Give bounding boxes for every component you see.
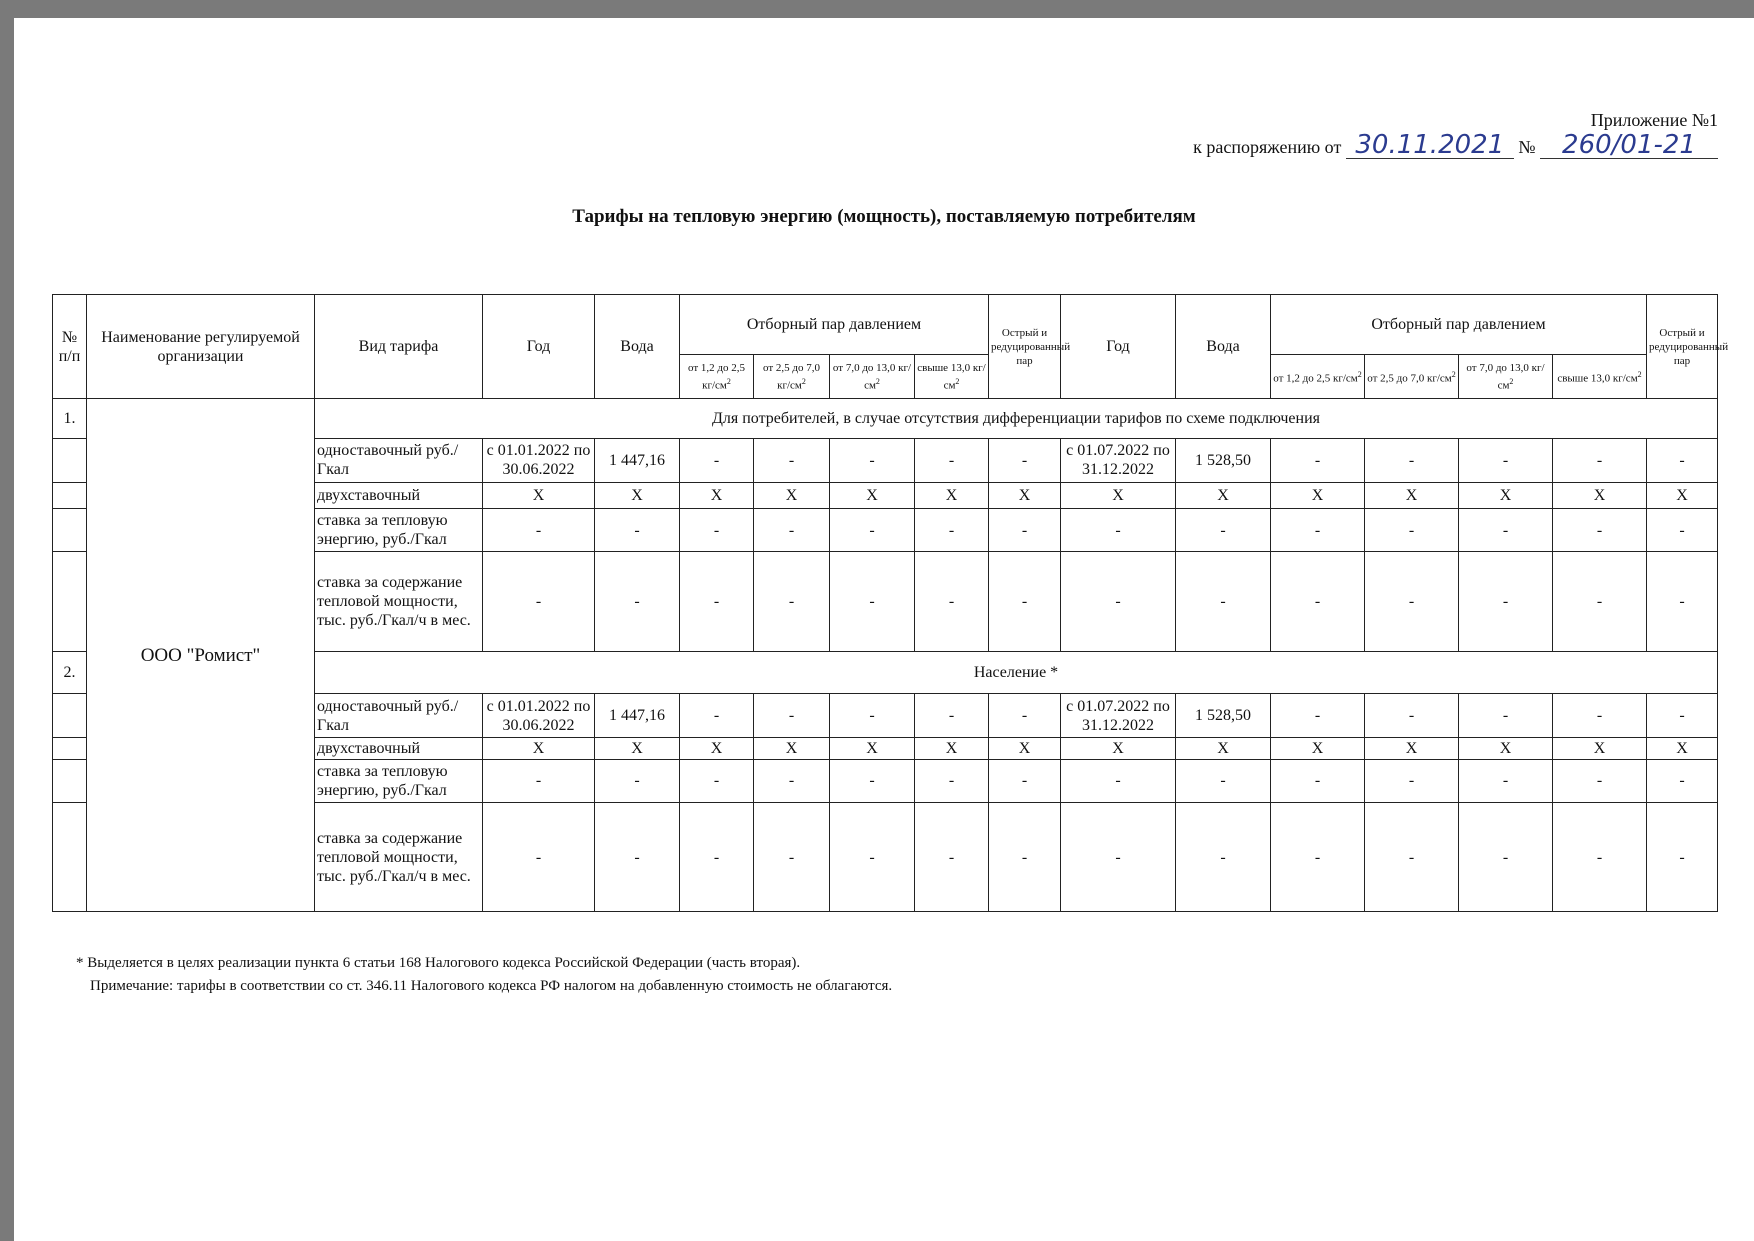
value-cell: -	[1365, 694, 1459, 737]
section-title: Для потребителей, в случае отсутствия дифференциации тарифов по схеме подключения	[315, 399, 1718, 439]
pressure-unit-exponent: 2	[1637, 369, 1642, 379]
value-cell: -	[754, 552, 830, 652]
value-cell: -	[680, 509, 754, 552]
value-cell: -	[1271, 694, 1365, 737]
value-cell: 1 528,50	[1176, 439, 1271, 482]
value-cell: Х	[595, 482, 680, 509]
value-cell: -	[1553, 552, 1647, 652]
pressure-unit-exponent: 2	[955, 376, 960, 386]
tariff-type-cell: ставка за тепловую энергию, руб./Гкал	[315, 509, 483, 552]
col-header-num: № п/п	[53, 295, 87, 399]
col-header-org: Наименование регулируемой организации	[87, 295, 315, 399]
footnote: * Выделяется в целях реализации пункта 6 статьи 168 Налогового кодекса Российской Федерации (часть вторая).	[76, 955, 801, 971]
value-cell: Х	[989, 482, 1061, 509]
value-cell: Х	[754, 482, 830, 509]
value-cell: Х	[1365, 737, 1459, 759]
row-number-cell	[53, 482, 87, 509]
notes	[76, 952, 892, 998]
remark: Примечание: тарифы в соответствии со ст. 346.11 Налогового кодекса РФ налогом на добавленную стоимость не облагаются.	[90, 978, 893, 994]
value-cell: -	[1459, 759, 1553, 802]
value-cell: -	[830, 509, 915, 552]
value-cell: -	[1459, 694, 1553, 737]
pressure-unit-exponent: 2	[726, 376, 731, 386]
section-number: 1.	[53, 399, 87, 439]
value-cell: -	[1459, 439, 1553, 482]
value-cell: -	[915, 509, 989, 552]
tariff-type-cell: одноставочный руб./Гкал	[315, 694, 483, 737]
col-header-pressure-1	[680, 354, 754, 398]
value-cell: -	[1365, 552, 1459, 652]
value-cell: -	[1647, 552, 1718, 652]
pressure-label: от 1,2 до 2,5 кг/см	[687, 361, 745, 392]
value-cell: -	[1176, 509, 1271, 552]
value-cell: Х	[1271, 482, 1365, 509]
value-cell: -	[1061, 552, 1176, 652]
value-cell: Х	[830, 737, 915, 759]
value-cell: с 01.07.2022 по 31.12.2022	[1061, 694, 1176, 737]
value-cell: Х	[1061, 482, 1176, 509]
value-cell: -	[1647, 694, 1718, 737]
value-cell: 1 447,16	[595, 694, 680, 737]
col-header-pressure-2-2	[1365, 354, 1459, 398]
section-number: 2.	[53, 652, 87, 694]
value-cell: Х	[1176, 482, 1271, 509]
pressure-unit-exponent: 2	[801, 376, 806, 386]
value-cell: Х	[915, 482, 989, 509]
value-cell: -	[680, 439, 754, 482]
value-cell: -	[754, 759, 830, 802]
pressure-unit-exponent: 2	[1451, 369, 1456, 379]
value-cell: Х	[483, 737, 595, 759]
col-header-sharp-steam: Острый и редуцированный пар	[989, 295, 1061, 399]
value-cell: -	[1553, 759, 1647, 802]
appendix-header	[1193, 110, 1718, 159]
col-header-pressure-1-2	[1271, 354, 1365, 398]
value-cell: -	[1271, 759, 1365, 802]
value-cell: -	[680, 694, 754, 737]
pressure-label: свыше 13,0 кг/см	[1557, 372, 1638, 385]
col-header-pressure-3-2	[1459, 354, 1553, 398]
value-cell: Х	[1647, 482, 1718, 509]
value-cell: -	[915, 803, 989, 912]
col-header-tariff-type: Вид тарифа	[315, 295, 483, 399]
col-header-year: Год	[483, 295, 595, 399]
pressure-label: от 2,5 до 7,0 кг/см	[762, 361, 820, 392]
value-cell: -	[989, 803, 1061, 912]
col-header-pressure-4-2	[1553, 354, 1647, 398]
value-cell: -	[915, 439, 989, 482]
value-cell: -	[1061, 803, 1176, 912]
tariff-type-cell: двухставочный	[315, 482, 483, 509]
value-cell: -	[1553, 803, 1647, 912]
row-number-cell	[53, 509, 87, 552]
tariff-type-cell: одноставочный руб./Гкал	[315, 439, 483, 482]
value-cell: -	[989, 694, 1061, 737]
value-cell: Х	[1553, 482, 1647, 509]
col-header-pressure-3	[830, 354, 915, 398]
col-header-water: Вода	[595, 295, 680, 399]
value-cell: Х	[1271, 737, 1365, 759]
pressure-unit-exponent: 2	[1357, 369, 1362, 379]
header-row	[53, 295, 1718, 355]
value-cell: -	[989, 509, 1061, 552]
value-cell: -	[830, 759, 915, 802]
value-cell: -	[1553, 509, 1647, 552]
value-cell: -	[1176, 759, 1271, 802]
value-cell: -	[483, 759, 595, 802]
value-cell: -	[754, 694, 830, 737]
value-cell: -	[989, 552, 1061, 652]
value-cell: -	[830, 552, 915, 652]
value-cell: -	[1365, 439, 1459, 482]
value-cell: -	[1271, 803, 1365, 912]
section-row	[53, 399, 1718, 439]
value-cell: -	[1647, 803, 1718, 912]
value-cell: -	[680, 759, 754, 802]
value-cell: 1 528,50	[1176, 694, 1271, 737]
value-cell: Х	[989, 737, 1061, 759]
order-date-handwritten: 30.11.2021	[1346, 132, 1514, 159]
appendix-title: Приложение №1	[1590, 110, 1718, 130]
value-cell: -	[1271, 439, 1365, 482]
document-page	[14, 18, 1754, 1241]
row-number-cell	[53, 737, 87, 759]
value-cell: -	[989, 759, 1061, 802]
value-cell: Х	[915, 737, 989, 759]
value-cell: с 01.07.2022 по 31.12.2022	[1061, 439, 1176, 482]
row-number-cell	[53, 694, 87, 737]
value-cell: -	[595, 803, 680, 912]
value-cell: Х	[754, 737, 830, 759]
pressure-label: от 7,0 до 13,0 кг/см	[832, 361, 912, 392]
tariff-type-cell: ставка за тепловую энергию, руб./Гкал	[315, 759, 483, 802]
pressure-label: от 1,2 до 2,5 кг/см	[1273, 372, 1358, 385]
col-header-steam-2: Отборный пар давлением	[1271, 295, 1647, 355]
value-cell: -	[1459, 552, 1553, 652]
value-cell: -	[680, 803, 754, 912]
value-cell: -	[1459, 803, 1553, 912]
value-cell: -	[483, 552, 595, 652]
pressure-label: свыше 13,0 кг/см	[917, 361, 986, 392]
value-cell: -	[595, 509, 680, 552]
value-cell: -	[915, 552, 989, 652]
value-cell: -	[1176, 552, 1271, 652]
value-cell: -	[1647, 759, 1718, 802]
value-cell: с 01.01.2022 по 30.06.2022	[483, 439, 595, 482]
value-cell: Х	[1647, 737, 1718, 759]
value-cell: -	[483, 803, 595, 912]
value-cell: Х	[680, 737, 754, 759]
document-title: Тарифы на тепловую энергию (мощность), поставляемую потребителям	[572, 206, 1196, 227]
col-header-year-2: Год	[1061, 295, 1176, 399]
row-number-cell	[53, 759, 87, 802]
value-cell: Х	[1061, 737, 1176, 759]
col-header-pressure-4	[915, 354, 989, 398]
section-title: Население *	[315, 652, 1718, 694]
col-header-water-2: Вода	[1176, 295, 1271, 399]
value-cell: -	[1061, 509, 1176, 552]
tariff-type-cell: ставка за содержание тепловой мощности, тыс. руб./Гкал/ч в мес.	[315, 803, 483, 912]
value-cell: -	[830, 694, 915, 737]
value-cell: -	[595, 759, 680, 802]
value-cell: -	[1271, 509, 1365, 552]
value-cell: Х	[1176, 737, 1271, 759]
value-cell: Х	[483, 482, 595, 509]
organization-name: ООО "Ромист"	[87, 399, 315, 912]
value-cell: -	[754, 803, 830, 912]
value-cell: -	[1553, 694, 1647, 737]
tariff-table	[52, 294, 1729, 912]
order-number-handwritten: 260/01-21	[1540, 132, 1718, 159]
value-cell: Х	[595, 737, 680, 759]
number-sign: №	[1518, 137, 1536, 157]
value-cell: -	[1459, 509, 1553, 552]
pressure-unit-exponent: 2	[875, 376, 880, 386]
col-header-steam: Отборный пар давлением	[680, 295, 989, 355]
value-cell: -	[1176, 803, 1271, 912]
row-number-cell	[53, 552, 87, 652]
row-number-cell	[53, 803, 87, 912]
value-cell: -	[595, 552, 680, 652]
value-cell: Х	[830, 482, 915, 509]
tariff-type-cell: ставка за содержание тепловой мощности, тыс. руб./Гкал/ч в мес.	[315, 552, 483, 652]
value-cell: -	[1365, 759, 1459, 802]
value-cell: Х	[1553, 737, 1647, 759]
row-number-cell	[53, 439, 87, 482]
value-cell: -	[1647, 439, 1718, 482]
value-cell: -	[754, 509, 830, 552]
value-cell: Х	[680, 482, 754, 509]
value-cell: -	[830, 439, 915, 482]
value-cell: -	[830, 803, 915, 912]
value-cell: -	[915, 694, 989, 737]
value-cell: -	[989, 439, 1061, 482]
value-cell: 1 447,16	[595, 439, 680, 482]
pressure-label: от 7,0 до 13,0 кг/см	[1466, 361, 1545, 392]
value-cell: Х	[1459, 737, 1553, 759]
value-cell: Х	[1365, 482, 1459, 509]
pressure-label: от 2,5 до 7,0 кг/см	[1367, 372, 1452, 385]
value-cell: -	[1365, 509, 1459, 552]
value-cell: с 01.01.2022 по 30.06.2022	[483, 694, 595, 737]
order-reference	[1193, 132, 1718, 159]
col-header-sharp-steam-2: Острый и редуцированный пар	[1647, 295, 1718, 399]
tariff-type-cell: двухставочный	[315, 737, 483, 759]
value-cell: -	[915, 759, 989, 802]
value-cell: -	[680, 552, 754, 652]
col-header-pressure-2	[754, 354, 830, 398]
order-prefix: к распоряжению от	[1193, 137, 1342, 157]
value-cell: Х	[1459, 482, 1553, 509]
pressure-unit-exponent: 2	[1509, 376, 1514, 386]
value-cell: -	[754, 439, 830, 482]
value-cell: -	[483, 509, 595, 552]
value-cell: -	[1553, 439, 1647, 482]
value-cell: -	[1271, 552, 1365, 652]
value-cell: -	[1647, 509, 1718, 552]
value-cell: -	[1365, 803, 1459, 912]
value-cell: -	[1061, 759, 1176, 802]
